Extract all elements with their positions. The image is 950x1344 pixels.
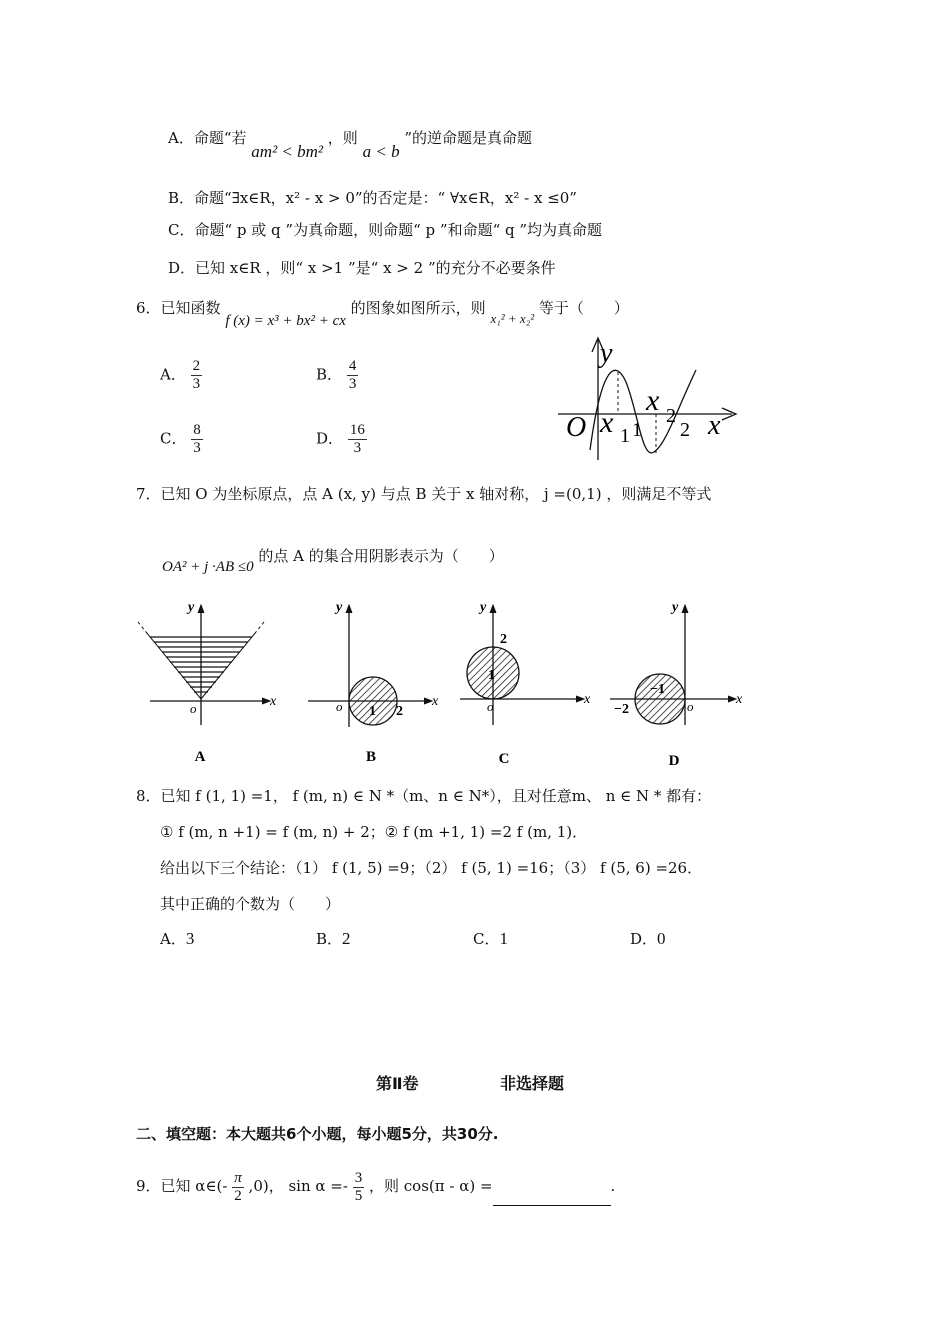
q6-function-graph	[552, 332, 752, 462]
figure-caption: D	[668, 753, 680, 769]
q9-line	[136, 1166, 615, 1206]
q8-line3: 给出以下三个结论：（1） f (1, 5) =9；（2） f (5, 1) =16；（3） f (5, 6) =26．	[160, 859, 703, 877]
q9-fraction: $\frac{3}{5}$	[354, 1169, 363, 1204]
q7-inequality: OA² + j ·AB ≤0	[162, 559, 254, 575]
tick-label: −1	[650, 682, 665, 697]
q6-stem-post: 等于（ ）	[538, 299, 629, 317]
origin-label: o	[687, 699, 694, 714]
q6-origin: O	[566, 412, 587, 443]
q6-one: 1	[632, 419, 642, 441]
tick-label: 1	[369, 704, 376, 719]
option-label: C．	[473, 930, 500, 948]
origin-label: o	[487, 699, 494, 714]
q9-end: .	[610, 1177, 616, 1195]
axis-x-label: x	[736, 692, 743, 707]
q7-line2	[162, 546, 504, 575]
q5-a-math1: am² < bm²	[251, 142, 324, 161]
tick-label: 1	[488, 668, 495, 683]
fraction: $\frac{8}{3}$	[193, 422, 201, 456]
q5-a-post: ”的逆命题是真命题	[404, 129, 533, 147]
axis-x-label: x	[270, 694, 277, 709]
q6-expression: x₁² + x₂²	[490, 311, 535, 326]
q6-x1-sub: 1	[620, 425, 630, 447]
q6-option-c	[160, 422, 203, 457]
answer-blank[interactable]	[493, 1189, 611, 1206]
option-value: 1	[499, 929, 508, 948]
figure-caption: B	[365, 749, 377, 765]
figure-caption: A	[194, 749, 206, 765]
q8-line2: ① f (m, n +1) = f (m, n) + 2；② f (m +1, 1) =2 f (m, 1)．	[160, 823, 588, 841]
fraction: $\frac{4}{3}$	[348, 358, 357, 392]
axis-y-label: y	[480, 600, 487, 615]
part2-title: 第Ⅱ卷	[376, 1074, 419, 1093]
axis-y-label: y	[188, 600, 195, 615]
q6-option-b	[316, 358, 358, 393]
q9-pi-fraction: $\frac{\pi}{2}$	[234, 1169, 242, 1204]
q6-option-d	[316, 422, 367, 457]
option-label: B．	[316, 365, 343, 384]
q6-x2-sub: 2	[666, 405, 676, 427]
q5-a-mid: ，则	[327, 129, 358, 147]
q8-line1: 8．已知 f (1, 1) =1， f (m, n) ∈ N *（m、n ∈ N*），且对任意m、 n ∈ N * 都有：	[136, 787, 712, 805]
q5-a-pre: A．命题“若	[168, 129, 247, 147]
q9-post: ，则 cos(π - α) =	[369, 1177, 493, 1195]
q6-two: 2	[680, 419, 690, 441]
q6-stem-mid: 的图象如图所示，则	[350, 299, 486, 317]
option-value: 2	[342, 929, 351, 948]
q7-line2-post: 的点 A 的集合用阴影表示为（ ）	[258, 547, 504, 565]
q6-axis-x: x	[708, 410, 721, 441]
tick-label: 2	[396, 704, 403, 719]
option-label: A．	[160, 930, 186, 948]
q7-figure-d	[610, 600, 743, 769]
q7-line1: 7．已知 O 为坐标原点，点 A (x, y) 与点 B 关于 x 轴对称， j =(0,1) ，则满足不等式	[136, 485, 712, 503]
tick-label: 2	[500, 632, 507, 647]
part2-subtitle: 非选择题	[500, 1074, 565, 1093]
q7-figure-b	[308, 600, 439, 765]
q5-option-c: C．命题“ p 或 q ”为真命题，则命题“ p ”和命题“ q ”均为真命题	[168, 221, 603, 239]
option-label: B．	[316, 930, 343, 948]
q8-line4: 其中正确的个数为（ ）	[160, 895, 341, 913]
axis-y-label: y	[336, 600, 343, 615]
q6-option-a	[160, 358, 202, 393]
q5-option-b: B．命题“∃x∈R，x² - x > 0”的否定是：“ ∀x∈R，x² - x ≤0”	[168, 189, 577, 207]
q6-x2: x	[646, 384, 660, 417]
option-label: C．	[160, 429, 187, 448]
option-value: 0	[657, 929, 666, 948]
option-label: A．	[160, 365, 186, 384]
q6-stem	[136, 298, 629, 329]
q7-figure-c	[460, 600, 591, 767]
q7-figures	[130, 595, 750, 775]
axis-x-label: x	[584, 692, 591, 707]
q8-option-d	[630, 928, 666, 949]
q6-axis-y: y	[600, 338, 613, 369]
axis-y-label: y	[672, 600, 679, 615]
q9-pre: 9．已知 α∈(-	[136, 1177, 228, 1195]
q8-option-c	[473, 928, 508, 949]
q8-option-a	[160, 928, 194, 949]
q5-option-a	[168, 128, 533, 161]
q6-stem-pre: 6．已知函数	[136, 299, 221, 317]
section-heading: 二、填空题：本大题共6个小题，每小题5分，共30分.	[136, 1125, 499, 1143]
figure-caption: C	[498, 751, 510, 767]
q6-function: f (x) = x³ + bx² + cx	[225, 313, 346, 329]
origin-label: o	[190, 701, 197, 716]
q5-a-math2: a < b	[362, 142, 400, 161]
q9-mid: ,0)， sin α =-	[248, 1177, 348, 1195]
axis-x-label: x	[432, 694, 439, 709]
q7-figure-a	[138, 600, 277, 765]
fraction: $\frac{16}{3}$	[349, 422, 365, 456]
option-label: D．	[316, 429, 344, 448]
q6-x1: x	[600, 406, 614, 439]
tick-label: −2	[614, 702, 629, 717]
q8-option-b	[316, 928, 351, 949]
origin-label: o	[336, 699, 343, 714]
option-value: 3	[185, 929, 195, 948]
fraction: $\frac{2}{3}$	[192, 358, 201, 392]
q5-option-d: D．已知 x∈R ，则“ x >1 ”是“ x > 2 ”的充分不必要条件	[168, 259, 556, 277]
option-label: D．	[630, 930, 658, 948]
